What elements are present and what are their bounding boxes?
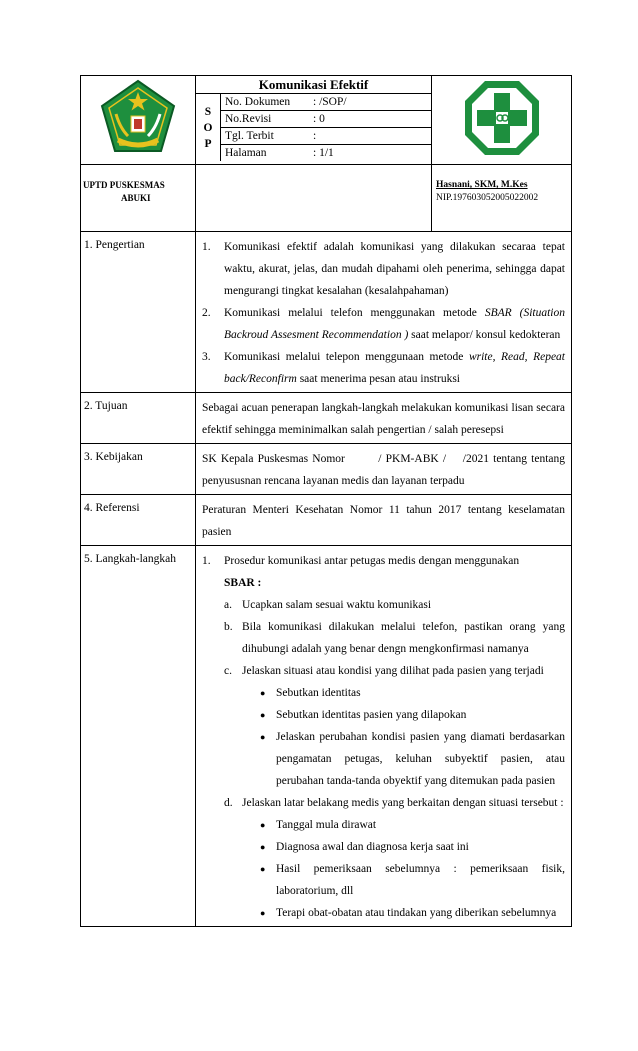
section-label-kebijakan: 3. Kebijakan bbox=[81, 444, 196, 495]
section-content-referensi: Peraturan Menteri Kesehatan Nomor 11 tahun 2017 tentang keselamatan pasien bbox=[196, 495, 572, 546]
signer-nip: NIP.197603052005022002 bbox=[436, 193, 539, 203]
regional-emblem-icon bbox=[98, 78, 178, 158]
bullet-icon: ● bbox=[260, 864, 266, 874]
section-content-langkah bbox=[196, 546, 572, 927]
list-item: ● Tanggal mula dirawat bbox=[202, 814, 565, 836]
sop-meta-table bbox=[196, 94, 431, 161]
document-title: Komunikasi Efektif bbox=[196, 76, 431, 94]
list-item: ● Jelaskan perubahan kondisi pasien yang diamati berdasarkan pengamatan petugas, keluhan subyektif pasien, atau perubahan tanda-tanda obyektif yang ditemukan pada pasien bbox=[202, 726, 565, 792]
meta-value-dokumen: : /SOP/ bbox=[311, 94, 431, 111]
signature-block bbox=[432, 165, 572, 232]
list-item: ● Hasil pemeriksaan sebelumnya : pemeriksaan fisik, laboratorium, dll bbox=[202, 858, 565, 902]
list-item: 3. Komunikasi melalui telepon menggunaan metode write, Read, Repeat back/Reconfirm saat menerima pesan atau instruksi bbox=[202, 351, 565, 385]
puskesmas-logo-cell bbox=[432, 76, 572, 165]
section-content-kebijakan: SK Kepala Puskesmas Nomor / PKM-ABK / /2021 tentang tentang penyususnan rencana layanan medis dan layanan terpadu bbox=[196, 444, 572, 495]
bullet-icon: ● bbox=[260, 688, 266, 698]
list-item: ● Terapi obat-obatan atau tindakan yang diberikan sebelumnya bbox=[202, 902, 565, 924]
meta-value-terbit: : bbox=[311, 128, 431, 145]
list-item: 1. Prosedur komunikasi antar petugas medis dengan menggunakan SBAR : bbox=[202, 555, 520, 589]
section-content-tujuan: Sebagai acuan penerapan langkah-langkah melakukan komunikasi lisan secara efektif sehingga meminimalkan salah pengertian / salah peresepsi bbox=[196, 393, 572, 444]
meta-label-revisi: No.Revisi bbox=[221, 111, 312, 128]
list-item: 2. Komunikasi melalui telefon menggunakan metode SBAR (Situation Backroud Assesment Recommendation ) saat melapor/ konsul kedokteran bbox=[202, 307, 565, 341]
meta-label-halaman: Halaman bbox=[225, 147, 267, 159]
puskesmas-logo-icon bbox=[463, 79, 541, 157]
list-item: ● Sebutkan identitas pasien yang dilapokan bbox=[202, 704, 565, 726]
list-item: c. Jelaskan situasi atau kondisi yang dilihat pada pasien yang terjadi bbox=[224, 665, 544, 677]
section-label-langkah: 5. Langkah-langkah bbox=[81, 546, 196, 927]
meta-label-dokumen: No. Dokumen bbox=[221, 94, 312, 111]
list-item: ● Sebutkan identitas bbox=[202, 682, 565, 704]
meta-value-halaman: : 1/1 bbox=[313, 147, 334, 159]
list-item: ● Diagnosa awal dan diagnosa kerja saat ini bbox=[202, 836, 565, 858]
sop-letters: S O P bbox=[196, 94, 221, 161]
list-item: b. Bila komunikasi dilakukan melalui telefon, pastikan orang yang dihubungi adalah yang benar dengn mengkonfirmasi namanya bbox=[224, 621, 565, 655]
signer-name: Hasnani, SKM, M.Kes bbox=[436, 180, 528, 190]
regional-emblem-cell bbox=[81, 76, 196, 165]
meta-value-revisi: : 0 bbox=[311, 111, 431, 128]
bullet-icon: ● bbox=[260, 732, 266, 742]
list-item: 1. Komunikasi efektif adalah komunikasi yang dilakukan secaraa tepat waktu, akurat, jelas, dan mudah dipahami oleh penerima, sehingga dapat mengurangi tingkat kesalahan (kesalahpahaman) bbox=[202, 241, 565, 297]
section-label-referensi: 4. Referensi bbox=[81, 495, 196, 546]
sop-table bbox=[80, 75, 572, 927]
organization-name: UPTD PUSKESMAS ABUKI bbox=[81, 165, 196, 232]
bullet-icon: ● bbox=[260, 820, 266, 830]
blank-cell bbox=[196, 165, 432, 232]
title-cell bbox=[196, 76, 432, 165]
meta-label-terbit: Tgl. Terbit bbox=[221, 128, 312, 145]
section-content-pengertian bbox=[196, 232, 572, 393]
bullet-icon: ● bbox=[260, 842, 266, 852]
list-item: a. Ucapkan salam sesuai waktu komunikasi bbox=[224, 599, 432, 611]
section-label-tujuan: 2. Tujuan bbox=[81, 393, 196, 444]
bullet-icon: ● bbox=[260, 908, 266, 918]
section-label-pengertian: 1. Pengertian bbox=[81, 232, 196, 393]
list-item: d. Jelaskan latar belakang medis yang berkaitan dengan situasi tersebut : bbox=[224, 797, 564, 809]
bullet-icon: ● bbox=[260, 710, 266, 720]
